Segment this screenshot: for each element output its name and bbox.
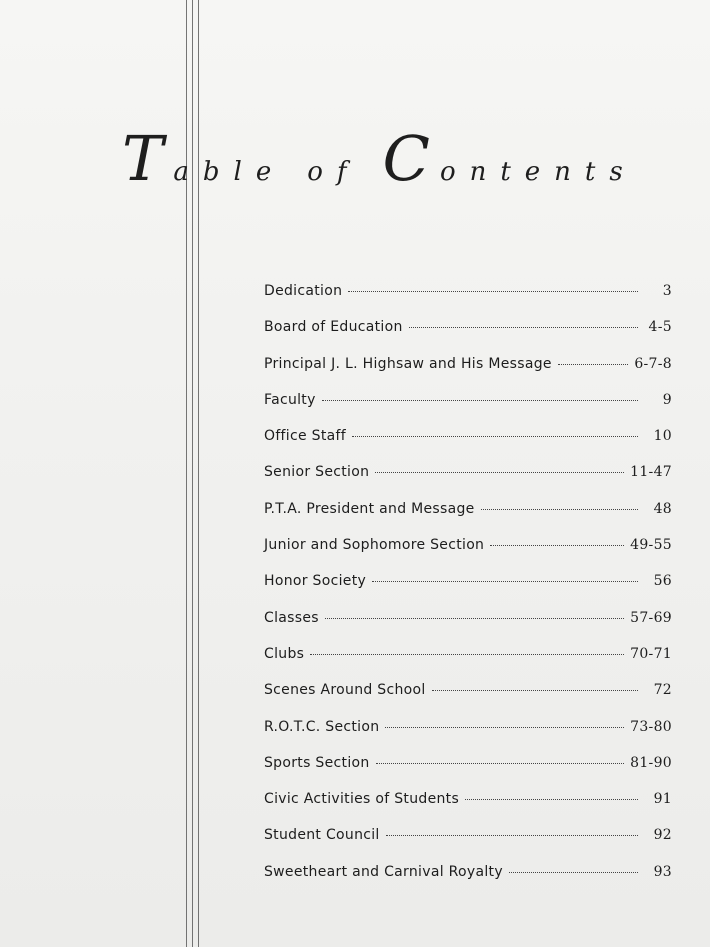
title-word-ontents: ontents bbox=[439, 157, 637, 187]
toc-entry bbox=[264, 682, 672, 718]
dot-leader bbox=[432, 690, 638, 691]
toc-entry-page: 6-7-8 bbox=[634, 355, 672, 372]
dot-leader bbox=[322, 400, 638, 401]
toc-entry-label: Classes bbox=[264, 609, 319, 626]
table-of-contents bbox=[264, 283, 672, 900]
toc-entry-label: Scenes Around School bbox=[264, 682, 426, 699]
toc-entry-label: Faculty bbox=[264, 391, 316, 408]
toc-entry-page: 10 bbox=[653, 428, 672, 445]
toc-entry-label: Honor Society bbox=[264, 573, 367, 590]
title-word-able: able bbox=[173, 157, 286, 187]
toc-entry-label: Junior and Sophomore Section bbox=[264, 537, 485, 554]
toc-entry bbox=[264, 755, 672, 791]
dot-leader bbox=[490, 545, 624, 546]
toc-entry bbox=[264, 791, 672, 827]
toc-entry bbox=[264, 283, 672, 319]
toc-entry bbox=[264, 501, 672, 537]
title-initial-t: T bbox=[122, 122, 174, 195]
dot-leader bbox=[310, 654, 624, 655]
page-title bbox=[122, 122, 637, 208]
title-initial-c: C bbox=[382, 122, 440, 195]
toc-entry-page: 92 bbox=[653, 827, 672, 844]
toc-entry-label: Principal J. L. Highsaw and His Message bbox=[264, 355, 552, 372]
toc-entry-page: 11-47 bbox=[630, 464, 672, 481]
toc-entry-page: 72 bbox=[653, 682, 672, 699]
toc-entry-label: P.T.A. President and Message bbox=[264, 500, 475, 517]
toc-entry-page: 3 bbox=[662, 283, 672, 299]
toc-entry-label: Board of Education bbox=[264, 319, 403, 336]
dot-leader bbox=[509, 872, 638, 873]
dot-leader bbox=[465, 799, 638, 800]
dot-leader bbox=[352, 436, 638, 437]
toc-entry-page: 70-71 bbox=[630, 645, 672, 662]
toc-entry bbox=[264, 356, 672, 392]
toc-entry-page: 93 bbox=[653, 863, 672, 880]
dot-leader bbox=[372, 581, 638, 582]
toc-entry-page: 9 bbox=[662, 391, 672, 408]
toc-entry-page: 4-5 bbox=[648, 319, 672, 336]
toc-entry bbox=[264, 719, 672, 755]
dot-leader bbox=[385, 727, 624, 728]
toc-entry-page: 48 bbox=[653, 500, 672, 517]
dot-leader bbox=[409, 327, 638, 328]
toc-entry-page: 49-55 bbox=[630, 537, 672, 554]
toc-entry bbox=[264, 428, 672, 464]
toc-entry-page: 91 bbox=[653, 791, 672, 808]
toc-entry-label: Senior Section bbox=[264, 464, 370, 481]
toc-entry-label: Sports Section bbox=[264, 754, 370, 771]
toc-entry-label: Clubs bbox=[264, 645, 305, 662]
dot-leader bbox=[481, 509, 638, 510]
toc-entry-page: 56 bbox=[653, 573, 672, 590]
toc-entry-page: 57-69 bbox=[630, 609, 672, 626]
dot-leader bbox=[558, 364, 629, 365]
title-word-of: of bbox=[307, 157, 361, 187]
toc-entry-page: 73-80 bbox=[630, 718, 672, 735]
toc-entry bbox=[264, 610, 672, 646]
toc-entry bbox=[264, 319, 672, 355]
toc-entry bbox=[264, 537, 672, 573]
dot-leader bbox=[348, 291, 638, 292]
toc-entry-page: 81-90 bbox=[630, 754, 672, 771]
toc-entry bbox=[264, 392, 672, 428]
toc-entry-label: Dedication bbox=[264, 283, 343, 299]
dot-leader bbox=[375, 472, 624, 473]
dot-leader bbox=[325, 618, 624, 619]
toc-entry bbox=[264, 864, 672, 900]
toc-entry-label: Civic Activities of Students bbox=[264, 791, 460, 808]
toc-entry bbox=[264, 573, 672, 609]
toc-entry-label: R.O.T.C. Section bbox=[264, 718, 380, 735]
dot-leader bbox=[386, 835, 638, 836]
toc-entry-label: Sweetheart and Carnival Royalty bbox=[264, 863, 503, 880]
dot-leader bbox=[376, 763, 625, 764]
toc-entry bbox=[264, 827, 672, 863]
toc-entry bbox=[264, 464, 672, 500]
toc-entry bbox=[264, 646, 672, 682]
toc-entry-label: Student Council bbox=[264, 827, 380, 844]
toc-entry-label: Office Staff bbox=[264, 428, 346, 445]
